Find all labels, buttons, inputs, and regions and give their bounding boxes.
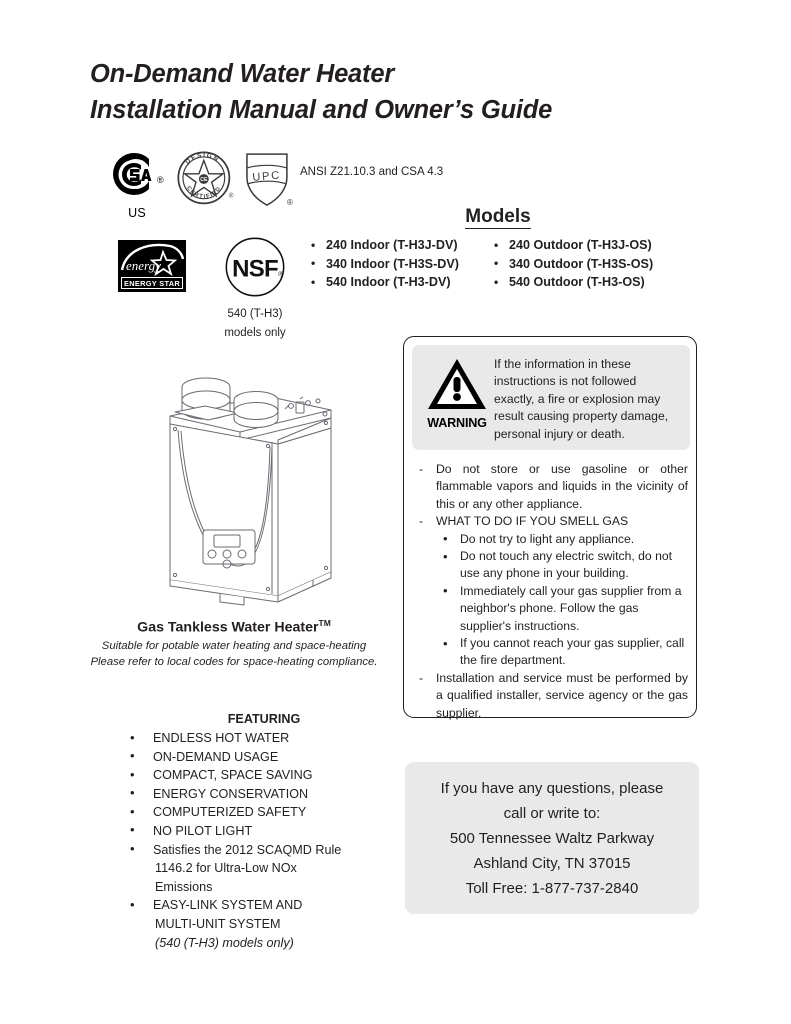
product-caption-sub-1: Suitable for potable water heating and space-heating (101, 639, 367, 652)
feature-item: • COMPACT, SPACE SAVING (100, 766, 410, 785)
energy-star-label: ENERGY STAR (121, 277, 183, 289)
feature-item: • ON-DEMAND USAGE (100, 748, 410, 767)
feature-item-continuation: 1146.2 for Ultra-Low NOx (155, 861, 297, 876)
energy-star-icon (118, 240, 186, 292)
warning-text-line: If the information in these (494, 357, 631, 371)
nsf-mark-icon (224, 236, 286, 298)
warning-label: WARNING (427, 416, 487, 430)
warning-text-line: exactly, a fire or explosion may (494, 391, 661, 406)
feature-item-note: (540 (T-H3) models only) (155, 935, 294, 950)
warning-sub-item: • Do not try to light any appliance. (414, 531, 688, 548)
svg-text:®: ® (278, 271, 284, 279)
design-certified-logo (176, 150, 234, 213)
upc-shield-icon (241, 150, 297, 212)
product-caption-sub-2: Please refer to local codes for space-heating compliance. (90, 655, 378, 668)
product-caption (58, 614, 410, 670)
warning-list-item: - Do not store or use gasoline or other flammable vapors and liquids in the vicinity of this or any other appliance. (414, 461, 688, 513)
feature-item: • EASY-LINK SYSTEM AND (100, 896, 410, 915)
models-column-outdoor (491, 236, 674, 292)
upc-logo (241, 150, 297, 217)
contact-line: call or write to: (503, 804, 601, 822)
models-section (298, 206, 698, 292)
feature-item-continuation: MULTI-UNIT SYSTEM (155, 916, 281, 931)
trademark-symbol: TM (318, 618, 331, 628)
model-item: • 240 Outdoor (T-H3J-OS) (491, 236, 674, 255)
warning-sign (420, 354, 494, 430)
svg-text:CE: CE (200, 177, 208, 184)
title-line-2: Installation Manual and Owner’s Guide (90, 96, 553, 124)
title-line-1: On-Demand Water Heater (90, 60, 395, 88)
feature-item: • COMPUTERIZED SAFETY (100, 803, 410, 822)
svg-text:CERTIFIED: CERTIFIED (184, 185, 223, 201)
ansi-standards-text: ANSI Z21.10.3 and CSA 4.3 (300, 166, 444, 178)
svg-text:energy: energy (126, 258, 161, 273)
feature-item-continuation: Emissions (155, 879, 213, 894)
product-illustration (148, 358, 358, 606)
svg-text:®: ® (228, 192, 234, 200)
nsf-caption-line-2: models only (224, 327, 286, 339)
warning-triangle-icon (426, 356, 488, 412)
contact-line: 500 Tennessee Waltz Parkway (449, 829, 655, 847)
model-item: • 340 Indoor (T-H3S-DV) (308, 255, 491, 274)
csa-registered-mark: ® (157, 175, 164, 185)
featuring-heading: FEATURING (227, 712, 301, 726)
feature-item: • NO PILOT LIGHT (100, 822, 410, 841)
nsf-caption-line-1: 540 (T-H3) (227, 308, 283, 320)
product-name-text: Gas Tankless Water Heater (137, 619, 319, 636)
warning-list-item: - Installation and service must be performed by a qualified installer, service agency or the gas supplier. (414, 670, 688, 722)
warning-text-line: result causing property damage, (494, 409, 669, 424)
contact-box (405, 762, 699, 914)
csa-us-label: US (128, 206, 146, 220)
models-heading-text: Models (465, 206, 531, 227)
product-caption-title (58, 614, 410, 638)
warning-list-item: - WHAT TO DO IF YOU SMELL GAS (414, 513, 688, 530)
csa-logo (106, 150, 168, 220)
svg-text:UPC: UPC (251, 169, 282, 184)
warning-text-line: instructions is not followed (494, 374, 637, 389)
csa-mark-icon (108, 150, 166, 200)
nsf-logo (210, 236, 300, 341)
energy-star-graphic (118, 240, 186, 280)
warning-text-line: personal injury or death. (494, 426, 625, 441)
warning-text (494, 354, 681, 443)
warning-box (403, 336, 697, 718)
model-item: • 540 Outdoor (T-H3-OS) (491, 273, 674, 292)
models-heading (298, 206, 698, 228)
featuring-section (100, 712, 410, 952)
svg-text:®: ® (286, 198, 294, 208)
warning-sub-item: • Immediately call your gas supplier from a neighbor's phone. Follow the gas supplier's instructions. (414, 583, 688, 635)
energy-star-logo (118, 240, 186, 292)
contact-line: Toll Free: 1-877-737-2840 (465, 879, 639, 897)
feature-item: • ENDLESS HOT WATER (100, 729, 410, 748)
model-item: • 240 Indoor (T-H3J-DV) (308, 236, 491, 255)
page-title (90, 56, 710, 128)
contact-line: Ashland City, TN 37015 (473, 854, 631, 872)
svg-text:DESIGN: DESIGN (184, 151, 221, 166)
model-item: • 540 Indoor (T-H3-DV) (308, 273, 491, 292)
models-column-indoor (308, 236, 491, 292)
model-item: • 340 Outdoor (T-H3S-OS) (491, 255, 674, 274)
warning-panel (412, 345, 690, 450)
contact-line: If you have any questions, please (440, 779, 664, 797)
feature-item: • ENERGY CONSERVATION (100, 785, 410, 804)
tankless-water-heater-icon (148, 358, 358, 606)
svg-text:NSF: NSF (232, 255, 278, 283)
feature-item: • Satisfies the 2012 SCAQMD Rule (100, 841, 410, 860)
warning-sub-item: • Do not touch any electric switch, do not use any phone in your building. (414, 548, 688, 583)
design-certified-star-icon (176, 150, 234, 208)
warning-sub-item: • If you cannot reach your gas supplier, call the fire department. (414, 635, 688, 670)
warning-instructions-list (414, 461, 688, 722)
